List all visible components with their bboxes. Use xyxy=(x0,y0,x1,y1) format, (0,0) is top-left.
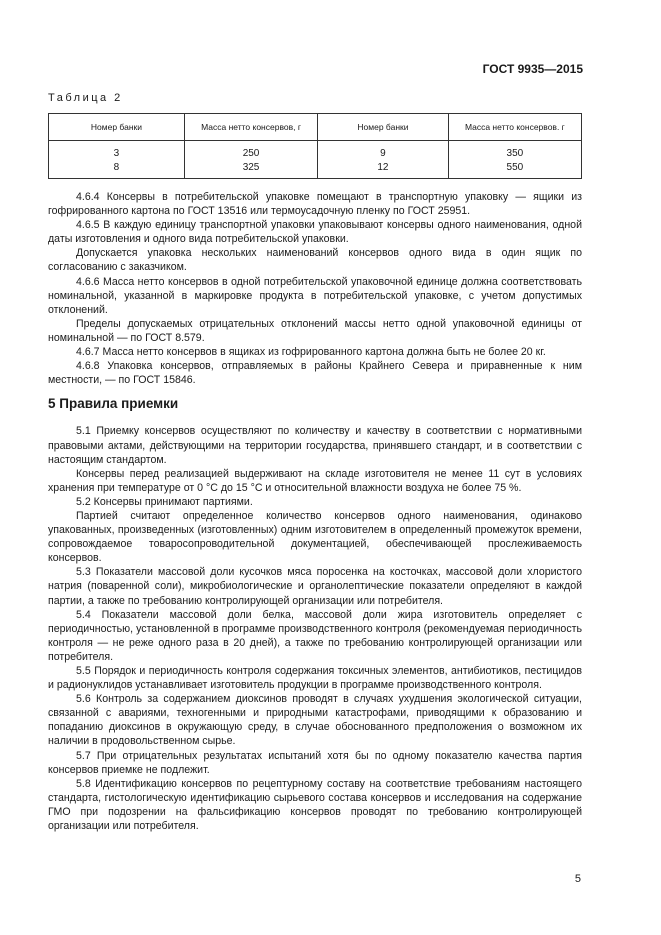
paragraph: 5.5 Порядок и периодичность контроля содержания токсичных элементов, антибиотиков, пестицидов и радионуклидов устанавливает изготовитель продукции в программе производственного контроля. xyxy=(48,665,582,692)
table-cell: 3 xyxy=(49,141,185,161)
page-number: 5 xyxy=(574,873,581,885)
paragraph: 4.6.8 Упаковка консервов, отправляемых в районы Крайнего Севера и приравненные к ним местности, — по ГОСТ 15846. xyxy=(48,360,582,387)
section-heading: 5 Правила приемки xyxy=(48,396,179,412)
table-cell: 12 xyxy=(318,160,449,179)
table-cell: 9 xyxy=(318,141,449,161)
table-cell: 8 xyxy=(49,160,185,179)
table-cell: 550 xyxy=(448,160,581,179)
table-header-cell: Масса нетто консервов. г xyxy=(448,114,581,141)
paragraph: 5.3 Показатели массовой доли кусочков мяса поросенка на косточках, массовой доли хлористого натрия (поваренной соли), микробиологические и органолептические показатели определяют в каждой партии, а также по требованию контролирующей организации или потребителя. xyxy=(48,566,582,607)
paragraph: 4.6.6 Масса нетто консервов в одной потребительской упаковочной единице должна соответствовать номинальной, указанной в маркировке продукта в потребительской упаковке, с учетом допустимых отклонений. xyxy=(48,275,582,316)
paragraph: 5.8 Идентификацию консервов по рецептурному составу на соответствие требованиям настоящего стандарта, гистологическую идентификацию сырьевого состава консервов и исследования на содержание ГМО при подозрении на фальсификацию консервов проводят по требованию контролирующей организации или потребителя. xyxy=(48,777,582,833)
body-text xyxy=(48,190,582,833)
paragraph: 4.6.5 В каждую единицу транспортной упаковки упаковывают консервы одного наименования, одной даты изготовления и одного вида потребительской упаковки. xyxy=(48,219,582,246)
paragraph: 5.6 Контроль за содержанием диоксинов проводят в случаях ухудшения экологической ситуации, связанной с авариями, техногенными и природными катастрофами, приводящими к образованию и попаданию диоксинов в окружающую среду, в случае обоснованного предположения о возможном их наличии в продовольственном сырье. xyxy=(48,693,582,748)
table-header-cell: Номер банки xyxy=(49,114,185,141)
paragraph: 5.2 Консервы принимают партиями. xyxy=(76,495,253,508)
mass-table xyxy=(48,113,582,179)
paragraph: Консервы перед реализацией выдерживают на складе изготовителя не менее 11 сут в условиях хранения при температуре от 0 °С до 15 °С и относительной влажности воздуха не более 75 %. xyxy=(48,467,582,494)
standard-designation: ГОСТ 9935—2015 xyxy=(482,62,583,76)
table-caption: Таблица 2 xyxy=(48,92,123,104)
paragraph: Партией считают определенное количество консервов одного наименования, одинаково упакованных, произведенных (изготовленных) одним изготовителем в определенный промежуток времени, сопровождаемое товаросопроводительной документацией, обеспечивающей прослеживаемость консервов. xyxy=(48,509,582,565)
table-cell: 350 xyxy=(448,141,581,161)
paragraph: 4.6.4 Консервы в потребительской упаковке помещают в транспортную упаковку — ящики из гофрированного картона по ГОСТ 13516 или термоусадочную пленку по ГОСТ 25951. xyxy=(48,191,582,218)
table-cell: 250 xyxy=(184,141,317,161)
paragraph: 5.4 Показатели массовой доли белка, массовой доли жира изготовитель определяет с периодичностью, установленной в программе производственного контроля (рекомендуемая периодичность контроля — не реже одного раза в 20 дней), а также по требованию контролирующей организации или потребителя. xyxy=(48,608,582,663)
table-header-cell: Номер банки xyxy=(318,114,449,141)
table-cell: 325 xyxy=(184,160,317,179)
table-header-cell: Масса нетто консервов, г xyxy=(184,114,317,141)
paragraph: 4.6.7 Масса нетто консервов в ящиках из гофрированного картона должна быть не более 20 кг. xyxy=(76,346,546,359)
paragraph: Пределы допускаемых отрицательных отклонений массы нетто одной упаковочной единицы от номинальной — по ГОСТ 8.579. xyxy=(48,317,582,344)
paragraph: Допускается упаковка нескольких наименований консервов одного вида в один ящик по согласованию с заказчиком. xyxy=(48,247,582,274)
table-header-row xyxy=(49,114,582,141)
paragraph: 5.1 Приемку консервов осуществляют по количеству и качеству в соответствии с нормативными правовыми актами, действующими на территории государства, принявшего стандарт, и в соответствии с настоящим стандартом. xyxy=(48,425,582,466)
table-row xyxy=(49,160,582,179)
paragraph: 5.7 При отрицательных результатах испытаний хотя бы по одному показателю качества партия консервов приемке не подлежит. xyxy=(48,749,582,776)
table-row xyxy=(49,141,582,161)
